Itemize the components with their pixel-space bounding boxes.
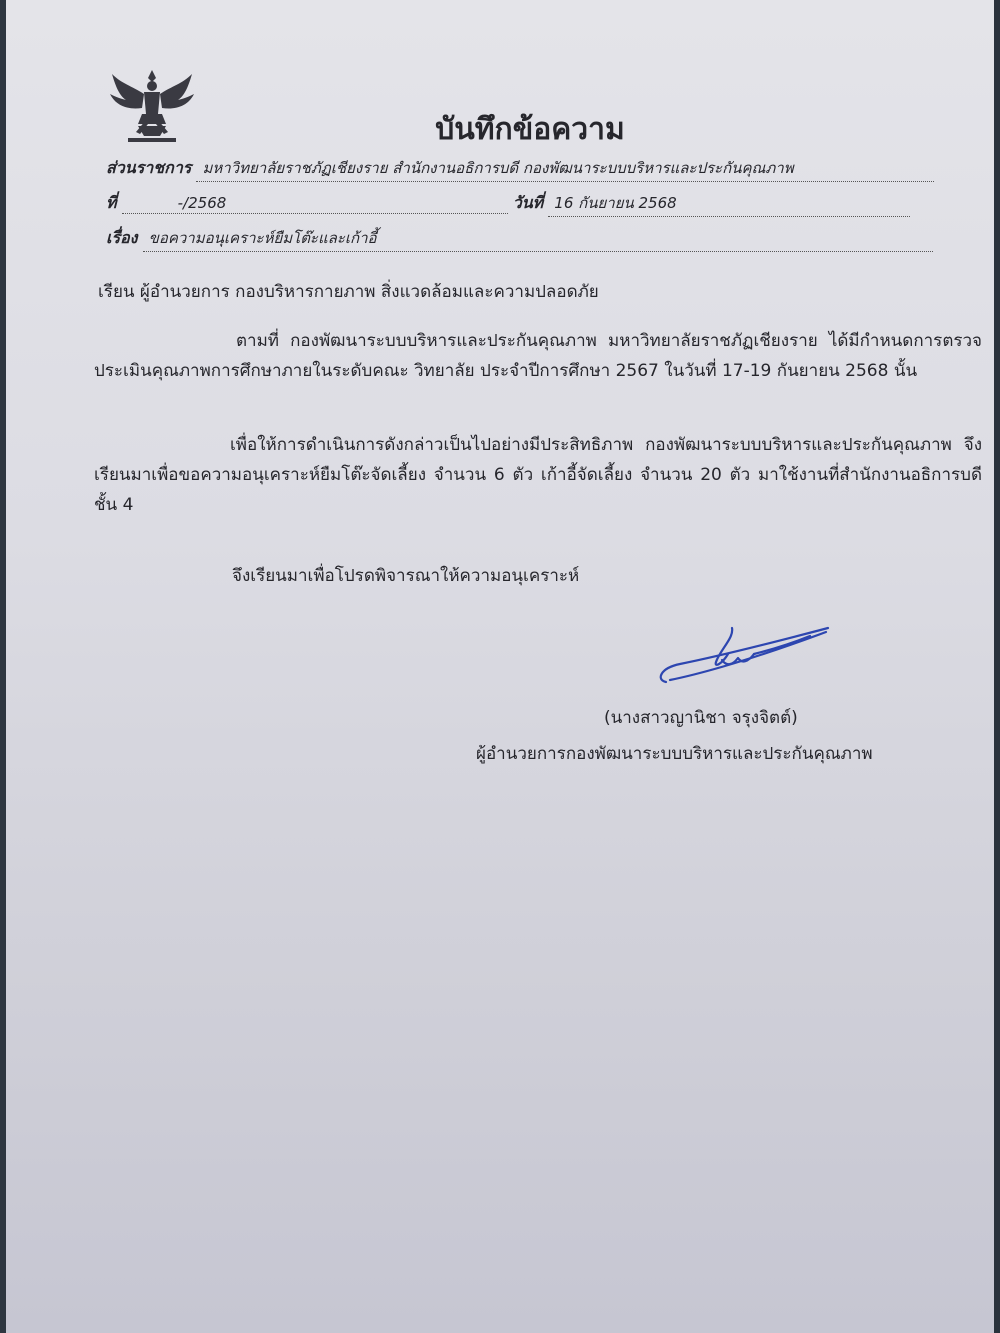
page-edge-right [994, 0, 1000, 1333]
signer-position: ผู้อำนวยการกองพัฒนาระบบบริหารและประกันคุณภาพ [476, 744, 873, 764]
signer-name: (นางสาวญานิชา จรุงจิตต์) [604, 708, 798, 728]
reference-label: ที่ [106, 193, 117, 212]
subject-label: เรื่อง [106, 228, 138, 247]
reference-row [106, 191, 910, 217]
signature [650, 620, 840, 692]
body-paragraph-1: ตามที่ กองพัฒนาระบบบริหารและประกันคุณภาพ มหาวิทยาลัยราชภัฏเชียงราย ได้มีกำหนดการตรวจประเมินคุณภาพการศึกษาภายในระดับคณะ วิทยาลัย ประจำปีการศึกษา 2567 ในวันที่ 17-19 กันยายน 2568 นั้น [94, 331, 982, 381]
closing-line: จึงเรียนมาเพื่อโปรดพิจารณาให้ความอนุเคราะห์ [232, 566, 580, 586]
date-label: วันที่ [512, 193, 544, 212]
page-edge-left [0, 0, 6, 1333]
reference-value: -/2568 [122, 194, 508, 214]
subject-row [106, 226, 933, 252]
subject-value: ขอความอนุเคราะห์ยืมโต๊ะและเก้าอี้ [143, 226, 933, 252]
document-title: บันทึกข้อความ [435, 112, 625, 147]
department-row [106, 156, 934, 182]
department-label: ส่วนราชการ [106, 158, 192, 177]
department-value: มหาวิทยาลัยราชภัฏเชียงราย สำนักงานอธิการบดี กองพัฒนาระบบบริหารและประกันคุณภาพ [196, 156, 934, 182]
date-value: 16 กันยายน 2568 [548, 191, 910, 217]
body-paragraph-2: เพื่อให้การดำเนินการดังกล่าวเป็นไปอย่างมีประสิทธิภาพ กองพัฒนาระบบบริหารและประกันคุณภาพ จึงเรียนมาเพื่อขอความอนุเคราะห์ยืมโต๊ะจัดเลี้ยง จำนวน 6 ตัว เก้าอี้จัดเลี้ยง จำนวน 20 ตัว มาใช้งานที่สำนักงานอธิการบดี ชั้น 4 [94, 435, 982, 515]
salutation: เรียน ผู้อำนวยการ กองบริหารกายภาพ สิ่งแวดล้อมและความปลอดภัย [98, 282, 599, 302]
